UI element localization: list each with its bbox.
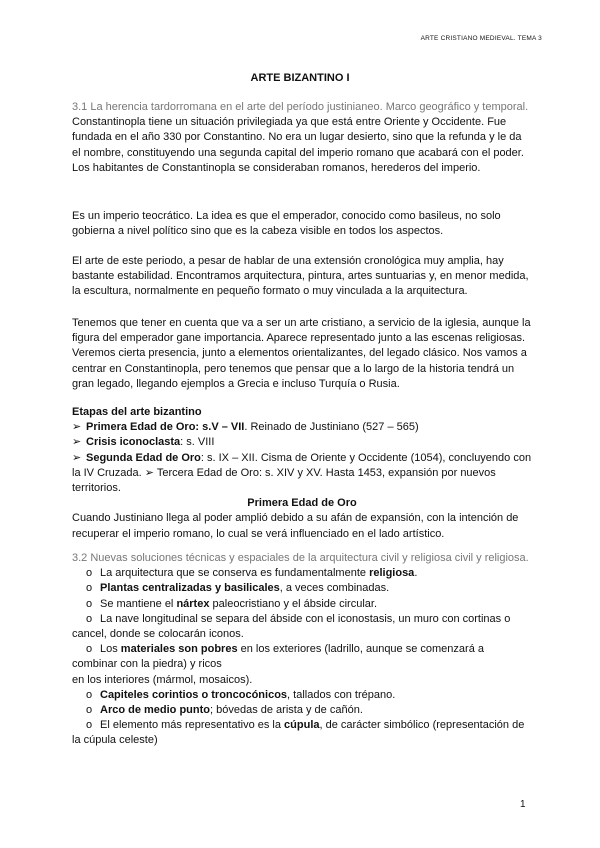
section-1-heading: 3.1 La herencia tardorromana en el arte del período justinianeo. Marco geográfico y temporal. [72, 101, 529, 113]
page-number: 1 [520, 799, 526, 810]
list-item: o Se mantiene el nártex paleocristiano y el ábside circular. [86, 597, 377, 610]
paragraph-4: Tenemos que tener en cuenta que va a ser un arte cristiano, a servicio de la iglesia, aunque la figura del emperador gane importancia. Aparece representado junto a las escenas religiosas. Veremos cierta presencia, junto a elementos orientalizantes, del legado clásico. Nos vamos a centrar en Constantinopla, pero tenemos que pensar que a lo largo de la historia tendrá un gran legado, llegando ejemplos a Grecia e incluso Turquía o Rusia. [72, 317, 531, 390]
arrow-icon: ➢ [72, 436, 82, 449]
section-2 [72, 551, 532, 749]
list-item: o Plantas centralizadas y basilicales, a veces combinadas. [86, 582, 390, 595]
arrow-icon: ➢ [72, 421, 82, 434]
list-item: o La arquitectura que se conserva es fundamentalmente religiosa. [86, 567, 418, 580]
section-1 [72, 100, 532, 176]
arrow-icon: ➢ [72, 451, 82, 464]
page-title: ARTE BIZANTINO I [250, 72, 350, 84]
primera-edad-paragraph: Cuando Justiniano llega al poder amplió debido a su afán de expansión, con la intención de recuperar el imperio romano, lo cual se verá influenciado en el lado artístico. [72, 512, 519, 540]
list-item: o Capiteles corintios o troncocónicos, tallados con trépano. [86, 688, 396, 701]
list-item: o La nave longitudinal se separa del ábside con el iconostasis, un muro con cortinas o cancel, donde se colocarán iconos. [72, 612, 511, 641]
list-item-continuation: en los interiores (mármol, mosaicos). [72, 673, 253, 686]
etapas-heading: Etapas del arte bizantino [72, 406, 202, 418]
paragraph-2: Es un imperio teocrático. La idea es que el emperador, conocido como basileus, no solo gobierna a nivel político sino que es la cabeza visible en todos los aspectos. [72, 210, 501, 238]
running-header: ARTE CRISTIANO MEDIEVAL. TEMA 3 [420, 35, 542, 42]
section-2-heading: 3.2 Nuevas soluciones técnicas y espaciales de la arquitectura civil y religiosa civil y religiosa. [72, 552, 529, 564]
paragraph-3-block [72, 254, 532, 300]
list-item: o Los materiales son pobres en los exteriores (ladrillo, aunque se comenzará a combinar con la piedra) y ricos [72, 643, 484, 671]
etapa-1: ➢ Primera Edad de Oro: s.V – VII. Reinado de Justiniano (527 – 565) [72, 420, 532, 435]
paragraph-1: Constantinopla tiene un situación privilegiada ya que está entre Oriente y Occidente. Fue fundada en el año 330 por Constantino. No era un lugar desierto, sino que la refunda y le da el nombre, constituyendo una segunda capital del imperio romano que acabará con el poder. Los habitantes de Constantinopla se consideraban romanos, herederos del imperio. [72, 116, 524, 174]
list-item: o Arco de medio punto; bóvedas de arista y de cañón. [86, 704, 363, 717]
etapa-3: ➢ Segunda Edad de Oro: s. IX – XII. Cisma de Oriente y Occidente (1054), concluyendo con la IV Cruzada. ➢ Tercera Edad de Oro: s. XIV y XV. Hasta 1453, expansión por nuevos territorios. [72, 451, 532, 495]
paragraph-4-block [72, 316, 532, 392]
etapa-2: ➢ Crisis iconoclasta: s. VIII [72, 435, 532, 450]
paragraph-2-block [72, 209, 532, 239]
paragraph-3: El arte de este periodo, a pesar de hablar de una extensión cronológica muy amplia, hay bastante estabilidad. Encontramos arquitectura, pintura, artes suntuarias y, en menor medida, la escultura, normalmente en pequeño formato o muy vinculada a la arquitectura. [72, 255, 529, 298]
list-item: o El elemento más representativo es la cúpula, de carácter simbólico (representación de la cúpula celeste) [72, 719, 525, 747]
primera-edad-heading: Primera Edad de Oro [247, 497, 357, 510]
etapas-block [72, 405, 532, 542]
